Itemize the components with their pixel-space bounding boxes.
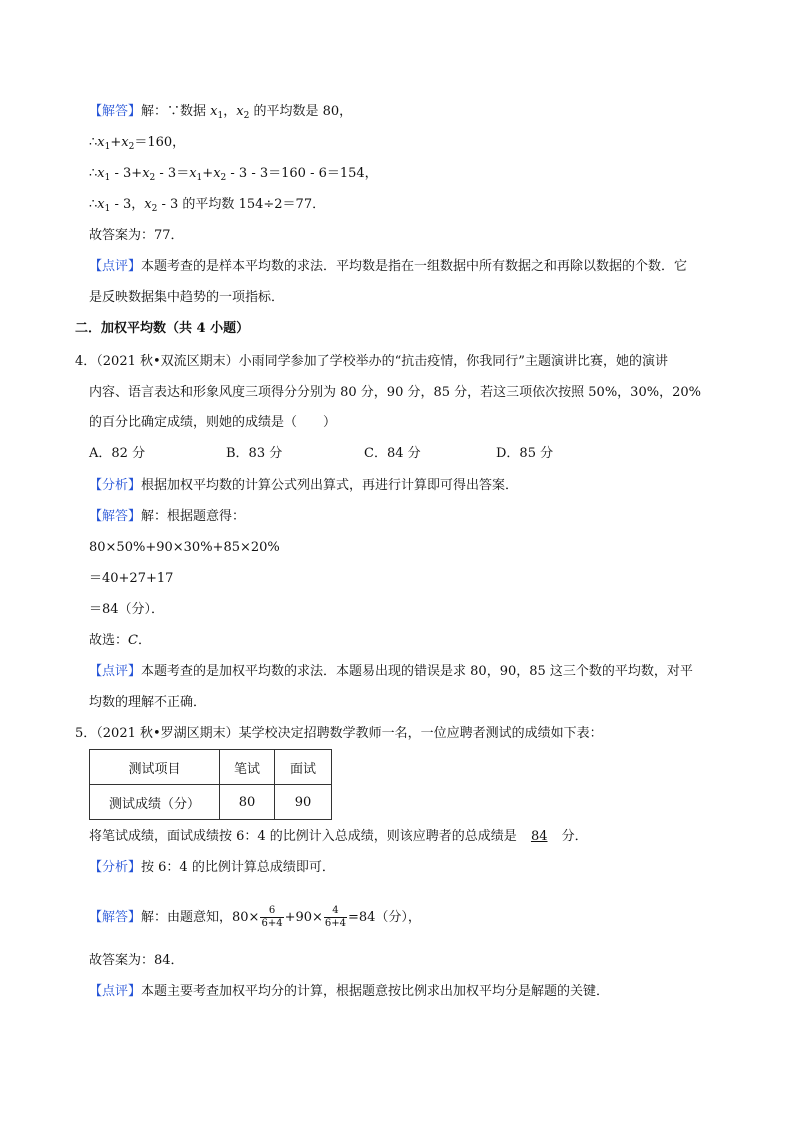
q3-step-sum: $\therefore x_1+x_2=160$， [89, 135, 186, 152]
q4-option-c: C．84 分 [364, 446, 421, 461]
table-header-cell: 笔试 [220, 750, 275, 785]
table-cell: 测试成绩（分） [90, 785, 220, 820]
table-row [90, 785, 332, 820]
q4-comment-line-1: 【点评】本题考查的是加权平均数的求法．本题易出现的错误是求 80，90，85 这三个数的平均数，对平 [89, 664, 693, 679]
q4-analysis: 【分析】根据加权平均数的计算公式列出算式，再进行计算即可得出答案． [89, 478, 519, 493]
q3-solution-line: 【解答】解：∵数据 $x_1$，$x_2$ 的平均数是 80， [89, 104, 353, 121]
comment-tag: 【点评】 [89, 664, 142, 679]
fraction-4-over-10: $\frac{4}{6+4}$ [324, 905, 346, 929]
q5-comment: 【点评】本题主要考查加权平均分的计算，根据题意按比例求出加权平均分是解题的关键． [89, 984, 610, 999]
solution-tag: 【解答】 [89, 910, 142, 925]
q5-analysis: 【分析】按 6：4 的比例计算总成绩即可． [89, 860, 335, 875]
q3-comment-line-1: 【点评】本题考查的是样本平均数的求法．平均数是指在一组数据中所有数据之和再除以数据的个数．它 [89, 259, 688, 274]
q5-stem-line-1: 5．（2021 秋•罗湖区期末）某学校决定招聘数学教师一名，一位应聘者测试的成绩如下表： [75, 726, 603, 741]
q4-stem-line-3: 的百分比确定成绩，则她的成绩是（ ） [89, 415, 337, 430]
table-header-cell: 面试 [275, 750, 332, 785]
q3-step-mean: $\therefore x_1 - 3$，$x_2 - 3$ 的平均数 154÷2＝77． [89, 197, 326, 214]
q3-comment-line-2: 是反映数据集中趋势的一项指标． [89, 290, 285, 305]
section-heading: 二．加权平均数（共 4 小题） [75, 321, 250, 336]
q3-answer: 故答案为：77． [89, 228, 184, 243]
fraction-6-over-10: $\frac{6}{6+4}$ [261, 905, 283, 929]
q4-comment-line-2: 均数的理解不正确． [89, 695, 207, 710]
q4-solution: 【解答】解：根据题意得： [89, 509, 246, 524]
table-header-row [90, 750, 332, 785]
q4-option-b: B．83 分 [226, 446, 283, 461]
q5-answer: 故答案为：84． [89, 953, 184, 968]
q3-solution-text: 解：∵数据 [141, 104, 211, 119]
q5-solution: 【解答】解：由题意知，80× $\frac{6}{6+4}$ +90× $\frac{4}{6+4}$ =84（分）， [89, 905, 421, 929]
q5-stem-line-2: 将笔试成绩，面试成绩按 6：4 的比例计入总成绩，则该应聘者的总成绩是 84 分． [89, 829, 588, 844]
table-cell: 80 [220, 785, 275, 820]
q4-stem-line-2: 内容、语言表达和形象风度三项得分分别为 80 分，90 分，85 分，若这三项依次按照 50%，30%，20% [89, 385, 701, 400]
table-header-cell: 测试项目 [90, 750, 220, 785]
q4-calc-line-2: ＝40+27+17 [89, 571, 174, 586]
table-cell: 90 [275, 785, 332, 820]
solution-tag: 【解答】 [89, 509, 142, 524]
answer-blank: 84 [530, 829, 548, 844]
q4-option-d: D．85 分 [496, 446, 554, 461]
q4-calc-line-3: ＝84（分）． [89, 602, 165, 617]
q4-calc-line-1: 80×50%+90×30%+85×20% [89, 540, 280, 555]
solution-tag: 【解答】 [89, 104, 142, 119]
q3-step-shift: $\therefore x_1 - 3+x_2 - 3=x_1+x_2 - 3 - 3=160 - 6=154$， [89, 166, 378, 183]
q4-option-a: A．82 分 [89, 446, 146, 461]
comment-tag: 【点评】 [89, 984, 142, 999]
q4-choice: 故选：C． [89, 633, 151, 648]
analysis-tag: 【分析】 [89, 860, 142, 875]
score-table [89, 749, 332, 820]
q4-stem-line-1: 4．（2021 秋•双流区期末）小雨同学参加了学校举办的“抗击疫情，你我同行”主题演讲比赛，她的演讲 [75, 354, 668, 369]
analysis-tag: 【分析】 [89, 478, 142, 493]
comment-tag: 【点评】 [89, 259, 142, 274]
